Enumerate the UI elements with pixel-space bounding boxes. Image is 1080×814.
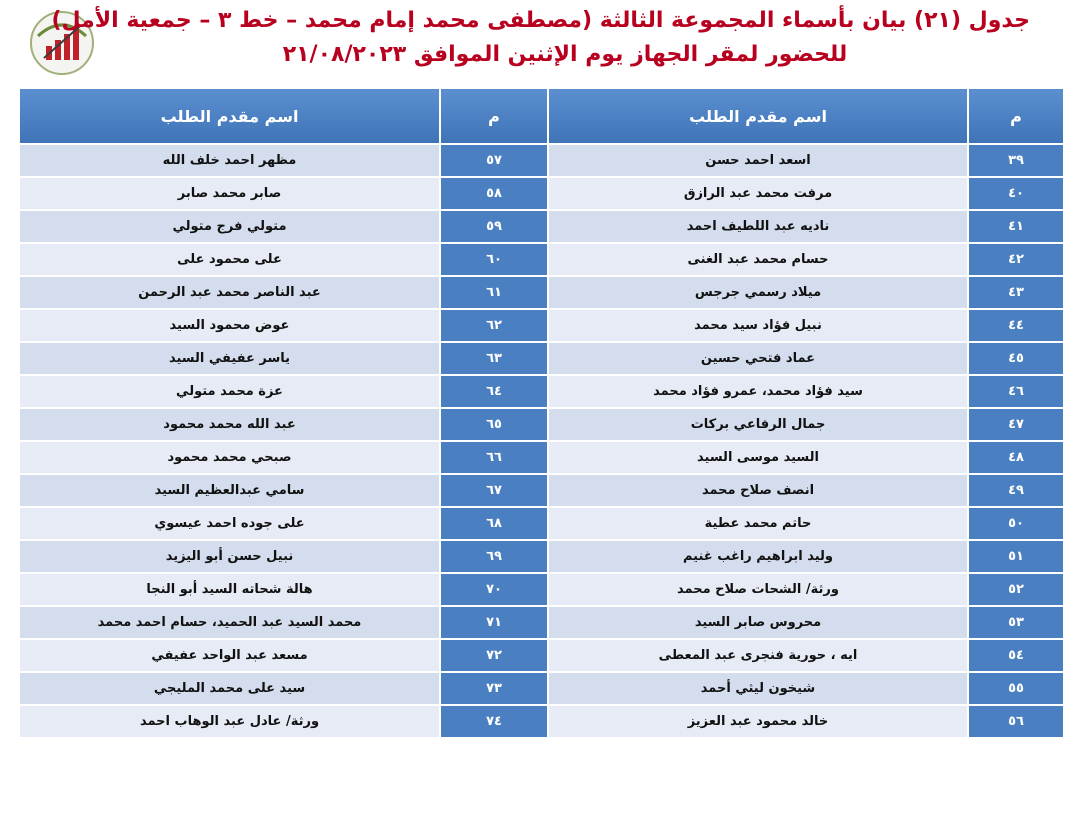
- row-number-cell: ٦٨: [440, 507, 548, 540]
- row-number-cell: ٤٣: [968, 276, 1064, 309]
- applicant-name-cell: صبحي محمد محمود: [19, 441, 440, 474]
- applicant-name-cell: ايه ، حورية فنجرى عبد المعطى: [548, 639, 968, 672]
- row-number-cell: ٦٥: [440, 408, 548, 441]
- row-number-cell: ٥١: [968, 540, 1064, 573]
- row-number-cell: ٦٠: [440, 243, 548, 276]
- row-number-cell: ٣٩: [968, 144, 1064, 177]
- applicant-name-cell: ورثة/ عادل عبد الوهاب احمد: [19, 705, 440, 738]
- row-number-cell: ٧٣: [440, 672, 548, 705]
- applicant-name-cell: عبد الناصر محمد عبد الرحمن: [19, 276, 440, 309]
- table-row: [19, 573, 1064, 606]
- applicant-name-cell: خالد محمود عبد العزيز: [548, 705, 968, 738]
- row-number-cell: ٤٦: [968, 375, 1064, 408]
- row-number-cell: ٦٧: [440, 474, 548, 507]
- applicant-name-cell: وليد ابراهيم راغب غنيم: [548, 540, 968, 573]
- row-number-cell: ٤٢: [968, 243, 1064, 276]
- applicant-name-cell: عماد فتحي حسين: [548, 342, 968, 375]
- applicant-name-cell: حسام محمد عبد الغنى: [548, 243, 968, 276]
- row-number-cell: ٥٩: [440, 210, 548, 243]
- row-number-cell: ٤٥: [968, 342, 1064, 375]
- attendees-table-wrapper: [18, 87, 1063, 739]
- table-row: [19, 243, 1064, 276]
- applicant-name-cell: محروس صابر السيد: [548, 606, 968, 639]
- applicant-name-cell: جمال الرفاعي بركات: [548, 408, 968, 441]
- row-number-cell: ٥٦: [968, 705, 1064, 738]
- applicant-name-cell: السيد موسى السيد: [548, 441, 968, 474]
- row-number-cell: ٥٨: [440, 177, 548, 210]
- row-number-cell: ٧٢: [440, 639, 548, 672]
- applicant-name-cell: ياسر عفيفي السيد: [19, 342, 440, 375]
- applicant-name-cell: اسعد احمد حسن: [548, 144, 968, 177]
- header-name-col-1: اسم مقدم الطلب: [548, 88, 968, 144]
- row-number-cell: ٥٧: [440, 144, 548, 177]
- table-row: [19, 177, 1064, 210]
- applicant-name-cell: متولي فرج متولي: [19, 210, 440, 243]
- row-number-cell: ٤٩: [968, 474, 1064, 507]
- row-number-cell: ٤٤: [968, 309, 1064, 342]
- row-number-cell: ٤٠: [968, 177, 1064, 210]
- applicant-name-cell: على محمود على: [19, 243, 440, 276]
- document-title: جدول (٢١) بيان بأسماء المجموعة الثالثة (مصطفى محمد إمام محمد – خط ٣ – جمعية الأمل): [51, 8, 1030, 33]
- table-row: [19, 672, 1064, 705]
- table-row: [19, 375, 1064, 408]
- applicant-name-cell: على جوده احمد عيسوي: [19, 507, 440, 540]
- table-row: [19, 276, 1064, 309]
- row-number-cell: ٦٦: [440, 441, 548, 474]
- row-number-cell: ٤١: [968, 210, 1064, 243]
- table-row: [19, 507, 1064, 540]
- row-number-cell: ٧١: [440, 606, 548, 639]
- row-number-cell: ٦٣: [440, 342, 548, 375]
- applicant-name-cell: مرفت محمد عبد الرازق: [548, 177, 968, 210]
- row-number-cell: ٥٤: [968, 639, 1064, 672]
- table-body: [19, 144, 1064, 738]
- applicant-name-cell: سيد فؤاد محمد، عمرو فؤاد محمد: [548, 375, 968, 408]
- table-row: [19, 210, 1064, 243]
- row-number-cell: ٧٤: [440, 705, 548, 738]
- applicant-name-cell: عبد الله محمد محمود: [19, 408, 440, 441]
- table-row: [19, 705, 1064, 738]
- table-row: [19, 540, 1064, 573]
- applicant-name-cell: هالة شحاته السيد أبو النجا: [19, 573, 440, 606]
- row-number-cell: ٥٣: [968, 606, 1064, 639]
- document-header: [51, 4, 1030, 82]
- table-header-row: [19, 88, 1064, 144]
- table-row: [19, 408, 1064, 441]
- table-row: [19, 639, 1064, 672]
- row-number-cell: ٦٤: [440, 375, 548, 408]
- table-row: [19, 309, 1064, 342]
- table-row: [19, 606, 1064, 639]
- applicant-name-cell: ناديه عبد اللطيف احمد: [548, 210, 968, 243]
- applicant-name-cell: صابر محمد صابر: [19, 177, 440, 210]
- header-number-col-2: م: [440, 88, 548, 144]
- row-number-cell: ٦١: [440, 276, 548, 309]
- attendees-table: [18, 87, 1065, 739]
- applicant-name-cell: حاتم محمد عطية: [548, 507, 968, 540]
- table-row: [19, 474, 1064, 507]
- applicant-name-cell: سامي عبدالعظيم السيد: [19, 474, 440, 507]
- applicant-name-cell: عزة محمد متولي: [19, 375, 440, 408]
- applicant-name-cell: نبيل فؤاد سيد محمد: [548, 309, 968, 342]
- applicant-name-cell: مظهر احمد خلف الله: [19, 144, 440, 177]
- applicant-name-cell: انصف صلاح محمد: [548, 474, 968, 507]
- applicant-name-cell: شيخون ليثي أحمد: [548, 672, 968, 705]
- header-name-col-2: اسم مقدم الطلب: [19, 88, 440, 144]
- row-number-cell: ٤٨: [968, 441, 1064, 474]
- row-number-cell: ٥٠: [968, 507, 1064, 540]
- table-row: [19, 144, 1064, 177]
- applicant-name-cell: محمد السيد عبد الحميد، حسام احمد محمد: [19, 606, 440, 639]
- row-number-cell: ٦٢: [440, 309, 548, 342]
- row-number-cell: ٧٠: [440, 573, 548, 606]
- applicant-name-cell: ورثة/ الشحات صلاح محمد: [548, 573, 968, 606]
- table-row: [19, 342, 1064, 375]
- row-number-cell: ٤٧: [968, 408, 1064, 441]
- row-number-cell: ٥٢: [968, 573, 1064, 606]
- applicant-name-cell: عوض محمود السيد: [19, 309, 440, 342]
- applicant-name-cell: سيد على محمد المليجي: [19, 672, 440, 705]
- applicant-name-cell: ميلاد رسمي جرجس: [548, 276, 968, 309]
- row-number-cell: ٦٩: [440, 540, 548, 573]
- document-subtitle: للحضور لمقر الجهاز يوم الإثنين الموافق ٢١/٠٨/٢٠٢٣: [282, 42, 848, 67]
- applicant-name-cell: نبيل حسن أبو اليزيد: [19, 540, 440, 573]
- table-row: [19, 441, 1064, 474]
- applicant-name-cell: مسعد عبد الواحد عفيفي: [19, 639, 440, 672]
- header-number-col-1: م: [968, 88, 1064, 144]
- row-number-cell: ٥٥: [968, 672, 1064, 705]
